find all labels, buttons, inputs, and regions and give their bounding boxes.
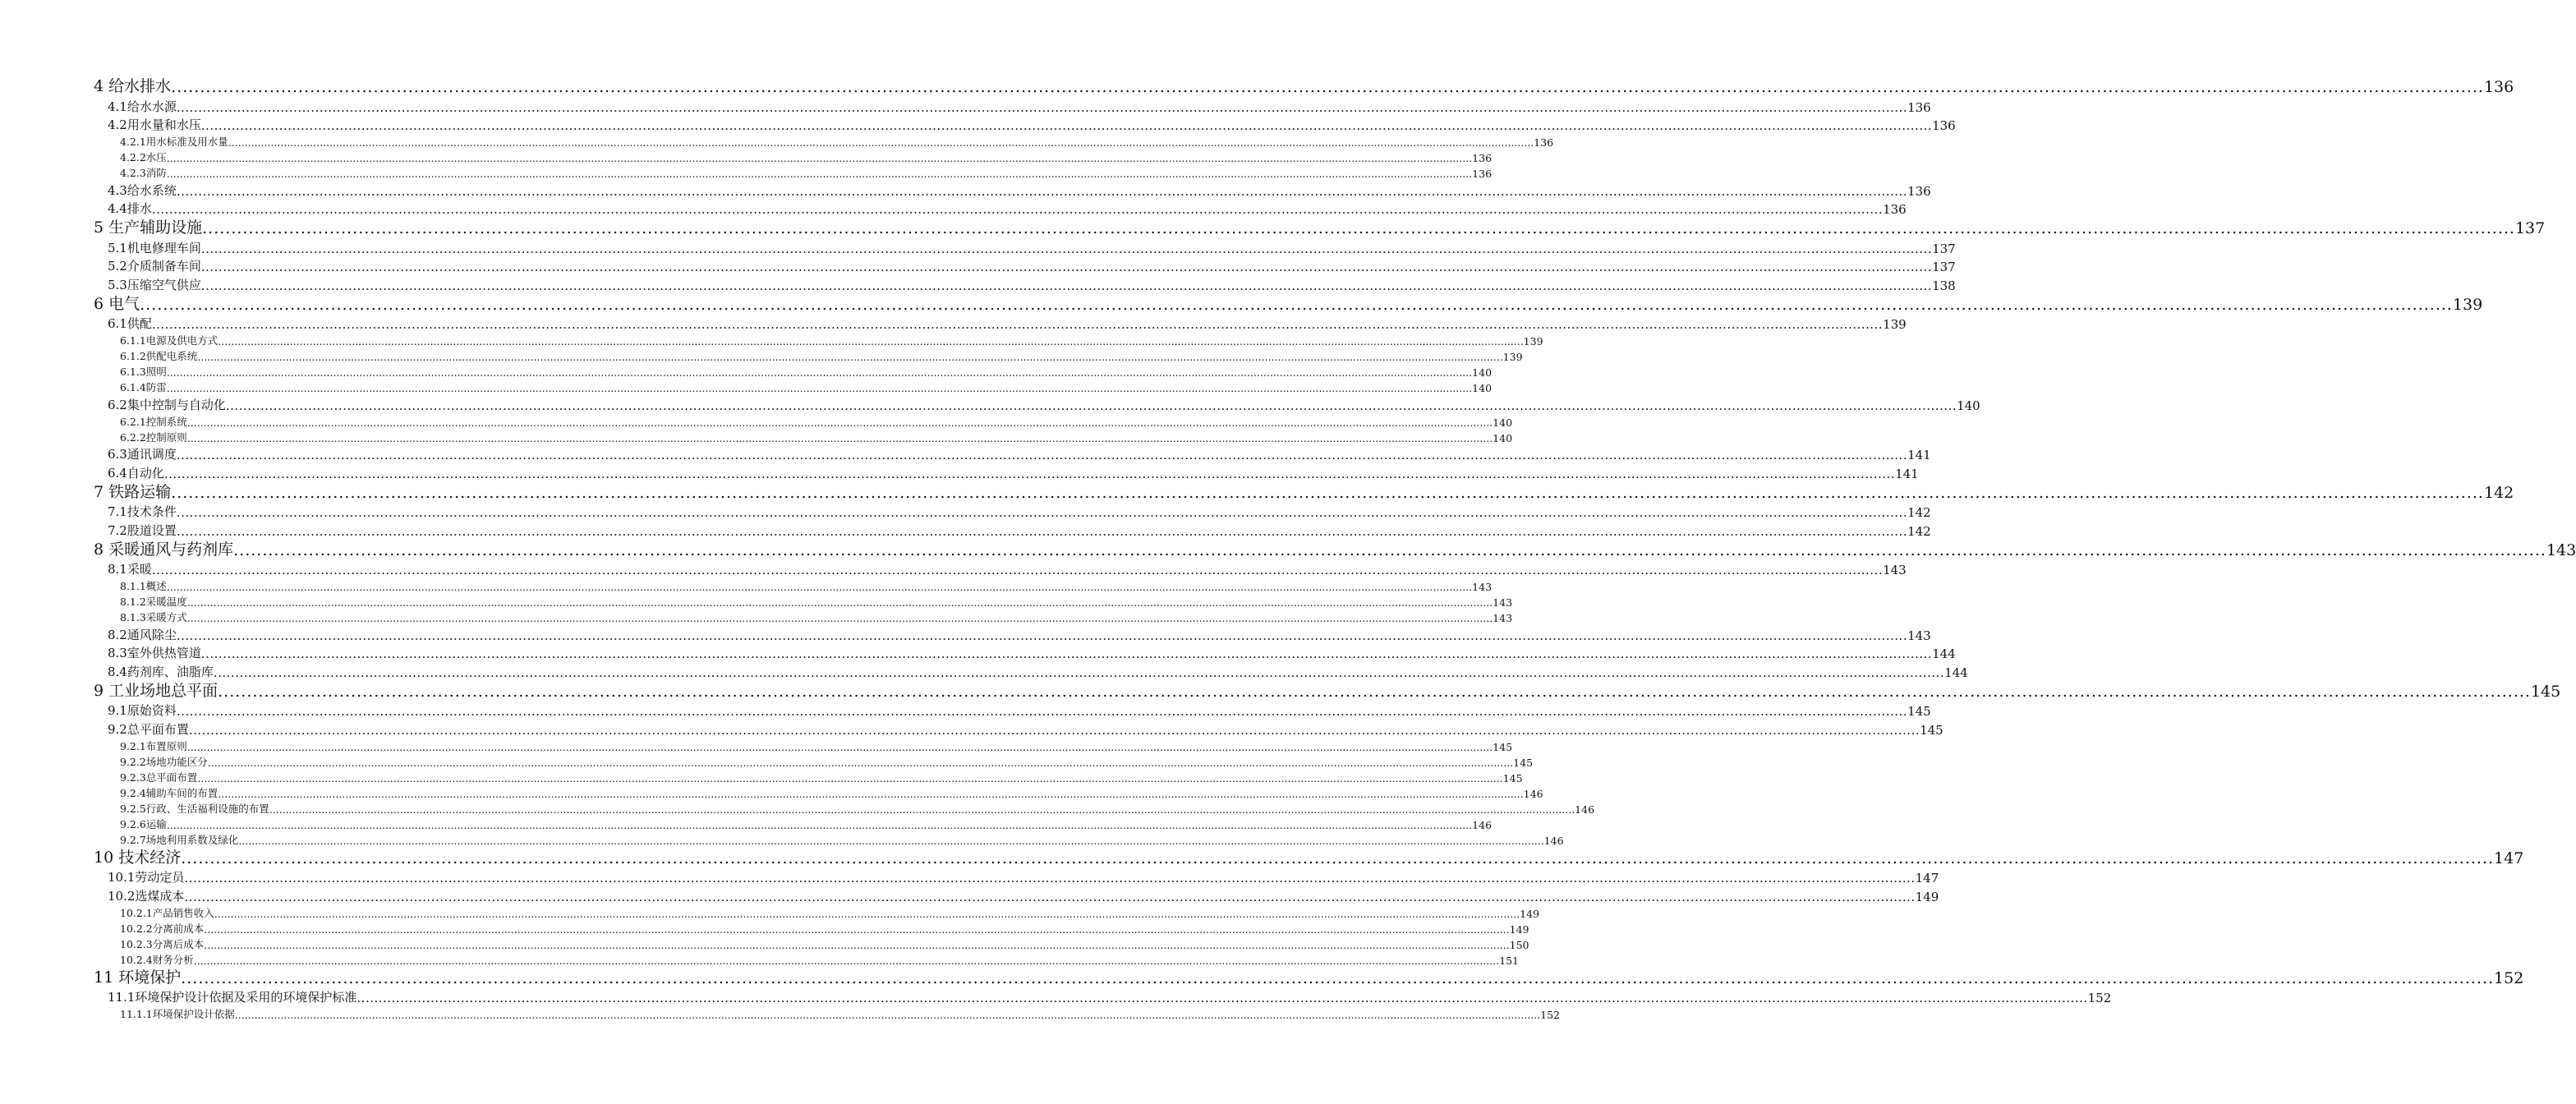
toc-entry-title: 6.1.3照明 [120, 366, 167, 378]
toc-entry-title: 10.2选煤成本 [108, 888, 185, 904]
dot-leader: ................................................................................................................................................................................................................................................................................................................................................................................................................ [200, 646, 1933, 661]
toc-entry-page-number: 146 [1523, 787, 1543, 800]
table-of-contents [0, 76, 2576, 1021]
toc-entry-page-number: 136 [1472, 152, 1493, 164]
toc-entry-title: 6.2集中控制与自动化 [108, 397, 226, 412]
toc-entry-page-number: 146 [1575, 803, 1595, 816]
toc-entry-page-number: 150 [1509, 938, 1530, 951]
toc-entry-title: 10.2.3分离后成本 [120, 937, 205, 950]
toc-entry-page-number: 140 [1957, 398, 1980, 413]
dot-leader: ................................................................................................................................................................................................................................................................................................................................................................................................................ [186, 596, 1493, 609]
toc-entry-level-2[interactable] [0, 643, 1956, 662]
toc-entry-title: 8.1.2采暖温度 [120, 596, 187, 608]
toc-entry-level-2[interactable] [0, 624, 1931, 643]
dot-leader: ................................................................................................................................................................................................................................................................................................................................................................................................................ [184, 889, 1916, 904]
dot-leader: ................................................................................................................................................................................................................................................................................................................................................................................................................ [151, 563, 1884, 577]
toc-entry-page-number: 137 [1932, 260, 1956, 274]
toc-entry-level-1[interactable] [0, 217, 2546, 237]
toc-entry-level-2[interactable] [0, 886, 1939, 904]
dot-leader: ................................................................................................................................................................................................................................................................................................................................................................................................................ [214, 907, 1520, 920]
dot-leader: ................................................................................................................................................................................................................................................................................................................................................................................................................ [200, 278, 1933, 293]
dot-leader: ................................................................................................................................................................................................................................................................................................................................................................................................................ [207, 756, 1514, 769]
toc-entry-title: 8.1采暖 [108, 562, 152, 577]
dot-leader: ................................................................................................................................................................................................................................................................................................................................................................................................................ [197, 771, 1503, 784]
dot-leader: ................................................................................................................................................................................................................................................................................................................................................................................................................ [197, 351, 1503, 363]
toc-entry-level-1[interactable] [0, 76, 2514, 96]
dot-leader: ................................................................................................................................................................................................................................................................................................................................................................................................................ [218, 335, 1524, 347]
toc-entry-page-number: 143 [1472, 581, 1493, 593]
toc-entry-title: 8.3室外供热管道 [108, 646, 201, 660]
toc-entry-title: 6.2.1控制系统 [120, 415, 187, 428]
dot-leader: ................................................................................................................................................................................................................................................................................................................................................................................................................ [186, 431, 1493, 444]
dot-leader: ................................................................................................................................................................................................................................................................................................................................................................................................................ [181, 968, 2495, 987]
toc-entry-page-number: 147 [1915, 871, 1939, 886]
dot-leader: ................................................................................................................................................................................................................................................................................................................................................................................................................ [204, 938, 1510, 951]
toc-entry-level-2[interactable] [0, 462, 1919, 481]
toc-entry-title: 11 环境保护 [94, 968, 182, 987]
toc-entry-page-number: 143 [1493, 596, 1513, 609]
toc-entry-page-number: 142 [2483, 483, 2514, 502]
toc-entry-level-2[interactable] [0, 394, 1980, 413]
toc-entry-page-number: 140 [1472, 366, 1493, 379]
dot-leader: ................................................................................................................................................................................................................................................................................................................................................................................................................ [225, 398, 1957, 413]
dot-leader: ................................................................................................................................................................................................................................................................................................................................................................................................................ [213, 665, 1945, 680]
dot-leader: ................................................................................................................................................................................................................................................................................................................................................................................................................ [218, 682, 2531, 701]
dot-leader: ................................................................................................................................................................................................................................................................................................................................................................................................................ [166, 382, 1473, 394]
toc-entry-title: 6.1.1电源及供电方式 [120, 334, 218, 347]
toc-entry-page-number: 149 [1915, 889, 1939, 904]
toc-entry-title: 8 采暖通风与药剂库 [94, 540, 234, 559]
toc-entry-page-number: 152 [2494, 968, 2524, 987]
toc-entry-title: 5.3压缩空气供应 [108, 277, 201, 292]
toc-entry-level-1[interactable] [0, 293, 2483, 314]
toc-entry-page-number: 136 [2483, 78, 2514, 96]
dot-leader: ................................................................................................................................................................................................................................................................................................................................................................................................................ [176, 628, 1908, 643]
toc-entry-title: 11.1环境保护设计依据及采用的环境保护标准 [108, 990, 357, 1005]
toc-entry-level-1[interactable] [0, 539, 2576, 559]
toc-entry-page-number: 136 [1883, 202, 1907, 217]
dot-leader: ................................................................................................................................................................................................................................................................................................................................................................................................................ [176, 448, 1908, 462]
toc-entry-level-2[interactable] [0, 256, 1956, 275]
toc-entry-title: 9.2.4辅助车间的布置 [120, 786, 218, 799]
toc-entry-page-number: 143 [1883, 563, 1907, 577]
toc-entry-page-number: 136 [1932, 118, 1956, 133]
toc-entry-page-number: 145 [2530, 682, 2561, 701]
dot-leader: ................................................................................................................................................................................................................................................................................................................................................................................................................ [166, 581, 1473, 593]
dot-leader: ................................................................................................................................................................................................................................................................................................................................................................................................................ [200, 241, 1933, 256]
dot-leader: ................................................................................................................................................................................................................................................................................................................................................................................................................ [193, 954, 1500, 967]
toc-entry-title: 5 生产辅助设施 [94, 218, 203, 237]
toc-entry-page-number: 145 [1513, 756, 1534, 769]
toc-entry-page-number: 142 [1907, 523, 1931, 539]
dot-leader: ................................................................................................................................................................................................................................................................................................................................................................................................................ [218, 787, 1524, 800]
toc-entry-page-number: 140 [1493, 416, 1513, 429]
toc-entry-level-3[interactable] [0, 936, 1530, 951]
dot-leader: ................................................................................................................................................................................................................................................................................................................................................................................................................ [186, 740, 1493, 753]
dot-leader: ................................................................................................................................................................................................................................................................................................................................................................................................................ [163, 466, 1896, 481]
toc-entry-level-2[interactable] [0, 199, 1907, 218]
toc-entry-title: 8.4药剂库、油脂库 [108, 664, 214, 679]
toc-entry-level-3[interactable] [0, 1005, 1560, 1021]
toc-entry-title: 8.1.3采暖方式 [120, 611, 187, 623]
dot-leader: ................................................................................................................................................................................................................................................................................................................................................................................................................ [184, 871, 1916, 886]
toc-entry-level-1[interactable] [0, 847, 2524, 867]
toc-entry-page-number: 136 [1472, 168, 1493, 180]
toc-entry-level-3[interactable] [0, 784, 1543, 800]
toc-entry-page-number: 143 [2546, 540, 2576, 559]
toc-entry-title: 4.2.3消防 [120, 167, 167, 179]
toc-entry-level-2[interactable] [0, 314, 1907, 333]
dot-leader: ................................................................................................................................................................................................................................................................................................................................................................................................................ [188, 722, 1920, 738]
toc-entry-title: 8.1.1概述 [120, 580, 167, 592]
dot-leader: ................................................................................................................................................................................................................................................................................................................................................................................................................ [171, 483, 2484, 502]
toc-entry-page-number: 145 [1502, 771, 1523, 784]
dot-leader: ................................................................................................................................................................................................................................................................................................................................................................................................................ [176, 505, 1908, 520]
toc-entry-title: 7.1技术条件 [108, 504, 177, 519]
toc-entry-title: 6 电气 [94, 294, 140, 313]
toc-entry-level-2[interactable] [0, 237, 1956, 256]
dot-leader: ................................................................................................................................................................................................................................................................................................................................................................................................................ [176, 704, 1908, 719]
dot-leader: ................................................................................................................................................................................................................................................................................................................................................................................................................ [238, 834, 1544, 847]
toc-entry-level-3[interactable] [0, 363, 1493, 379]
toc-entry-level-3[interactable] [0, 413, 1513, 429]
toc-entry-title: 4.4排水 [108, 201, 152, 216]
toc-entry-page-number: 140 [1493, 431, 1513, 444]
toc-entry-page-number: 138 [1932, 278, 1956, 293]
toc-entry-title: 6.1供配 [108, 316, 152, 331]
toc-entry-page-number: 152 [2087, 991, 2112, 1005]
dot-leader: ................................................................................................................................................................................................................................................................................................................................................................................................................ [233, 540, 2546, 559]
dot-leader: ................................................................................................................................................................................................................................................................................................................................................................................................................ [166, 818, 1473, 831]
toc-entry-page-number: 145 [1907, 704, 1931, 719]
toc-entry-level-2[interactable] [0, 719, 1944, 738]
dot-leader: ................................................................................................................................................................................................................................................................................................................................................................................................................ [151, 202, 1884, 217]
toc-entry-title: 9.2.3总平面布置 [120, 770, 198, 784]
toc-entry-page-number: 137 [1932, 241, 1956, 256]
toc-entry-level-3[interactable] [0, 429, 1513, 444]
dot-leader: ................................................................................................................................................................................................................................................................................................................................................................................................................ [140, 295, 2453, 314]
toc-entry-title: 4.2.1用水标准及用水量 [120, 136, 228, 148]
toc-entry-level-3[interactable] [0, 347, 1523, 363]
toc-entry-title: 10.1劳动定员 [108, 870, 185, 885]
toc-entry-page-number: 140 [1472, 382, 1493, 394]
toc-entry-title: 9.2.6运输 [120, 817, 167, 830]
toc-entry-title: 5.1机电修理车间 [108, 240, 201, 255]
toc-entry-title: 10.2.1产品销售收入 [120, 906, 214, 919]
toc-entry-title: 10.2.2分离前成本 [120, 922, 205, 935]
toc-entry-title: 9.2.5行政、生活福利设施的布置 [120, 802, 269, 815]
toc-entry-page-number: 149 [1520, 907, 1539, 920]
toc-entry-level-1[interactable] [0, 680, 2561, 701]
toc-entry-page-number: 146 [1472, 818, 1493, 831]
toc-entry-page-number: 136 [1907, 99, 1931, 115]
toc-entry-level-1[interactable] [0, 967, 2524, 987]
toc-entry-level-3[interactable] [0, 609, 1513, 624]
toc-entry-page-number: 139 [2452, 295, 2483, 314]
dot-leader: ................................................................................................................................................................................................................................................................................................................................................................................................................ [176, 183, 1908, 199]
toc-entry-page-number: 151 [1499, 954, 1519, 967]
toc-entry-page-number: 137 [2514, 219, 2546, 237]
toc-entry-title: 9 工业场地总平面 [94, 681, 218, 700]
dot-leader: ................................................................................................................................................................................................................................................................................................................................................................................................................ [186, 416, 1493, 429]
toc-entry-title: 4.2.2水压 [120, 151, 167, 163]
toc-entry-level-3[interactable] [0, 593, 1513, 609]
toc-entry-level-2[interactable] [0, 502, 1931, 521]
toc-entry-title: 5.2介质制备车间 [108, 259, 201, 274]
toc-entry-page-number: 141 [1895, 466, 1919, 481]
dot-leader: ................................................................................................................................................................................................................................................................................................................................................................................................................ [151, 317, 1884, 332]
toc-entry-page-number: 143 [1907, 628, 1931, 643]
toc-entry-page-number: 147 [2494, 849, 2524, 867]
dot-leader: ................................................................................................................................................................................................................................................................................................................................................................................................................ [176, 99, 1908, 115]
toc-entry-title: 11.1.1环境保护设计依据 [120, 1008, 235, 1020]
toc-entry-title: 7 铁路运输 [94, 482, 172, 501]
toc-entry-title: 9.2.1布置原则 [120, 739, 187, 752]
dot-leader: ................................................................................................................................................................................................................................................................................................................................................................................................................ [356, 991, 2088, 1005]
toc-entry-title: 4.3给水系统 [108, 182, 177, 198]
toc-entry-title: 9.2总平面布置 [108, 721, 189, 737]
toc-entry-page-number: 142 [1907, 505, 1931, 520]
toc-entry-page-number: 145 [1920, 722, 1944, 738]
toc-entry-title: 4.1给水水源 [108, 99, 177, 114]
dot-leader: ................................................................................................................................................................................................................................................................................................................................................................................................................ [176, 523, 1908, 539]
dot-leader: ................................................................................................................................................................................................................................................................................................................................................................................................................ [234, 1009, 1541, 1021]
dot-leader: ................................................................................................................................................................................................................................................................................................................................................................................................................ [166, 152, 1473, 164]
toc-entry-title: 9.2.7场地利用系数及绿化 [120, 833, 239, 846]
dot-leader: ................................................................................................................................................................................................................................................................................................................................................................................................................ [181, 849, 2495, 867]
toc-entry-level-2[interactable] [0, 96, 1931, 115]
toc-entry-level-2[interactable] [0, 444, 1931, 463]
toc-entry-page-number: 149 [1509, 922, 1530, 936]
toc-entry-level-1[interactable] [0, 481, 2514, 502]
toc-entry-title: 10.2.4财务分析 [120, 953, 194, 966]
toc-entry-title: 9.1原始资料 [108, 703, 177, 718]
toc-entry-title: 9.2.2场地功能区分 [120, 755, 208, 768]
toc-entry-page-number: 146 [1543, 834, 1564, 847]
toc-entry-title: 6.3通讯调度 [108, 447, 177, 462]
toc-entry-title: 6.1.2供配电系统 [120, 350, 198, 362]
toc-entry-page-number: 136 [1907, 183, 1931, 199]
toc-entry-level-3[interactable] [0, 769, 1523, 784]
toc-entry-level-2[interactable] [0, 180, 1931, 199]
toc-entry-page-number: 152 [1540, 1009, 1560, 1021]
dot-leader: ................................................................................................................................................................................................................................................................................................................................................................................................................ [202, 219, 2515, 237]
toc-entry-title: 4 给水排水 [94, 77, 172, 95]
toc-entry-page-number: 141 [1907, 448, 1931, 462]
toc-entry-level-3[interactable] [0, 164, 1493, 180]
dot-leader: ................................................................................................................................................................................................................................................................................................................................................................................................................ [166, 366, 1473, 379]
toc-entry-page-number: 139 [1883, 317, 1907, 332]
toc-entry-level-3[interactable] [0, 738, 1513, 753]
toc-entry-page-number: 143 [1493, 612, 1513, 624]
toc-entry-level-2[interactable] [0, 520, 1931, 539]
toc-entry-level-2[interactable] [0, 559, 1907, 578]
toc-entry-level-3[interactable] [0, 379, 1493, 394]
toc-entry-title: 6.1.4防雷 [120, 381, 167, 393]
toc-entry-title: 6.4自动化 [108, 465, 164, 481]
toc-entry-level-2[interactable] [0, 661, 1968, 680]
dot-leader: ................................................................................................................................................................................................................................................................................................................................................................................................................ [200, 118, 1933, 133]
toc-entry-level-3[interactable] [0, 577, 1493, 593]
toc-entry-level-3[interactable] [0, 133, 1554, 149]
toc-entry-page-number: 139 [1502, 351, 1523, 363]
toc-entry-level-3[interactable] [0, 920, 1530, 936]
toc-entry-level-3[interactable] [0, 816, 1493, 831]
toc-entry-level-2[interactable] [0, 987, 2112, 1006]
toc-entry-level-3[interactable] [0, 149, 1493, 164]
toc-entry-level-3[interactable] [0, 904, 1539, 920]
toc-entry-page-number: 144 [1944, 665, 1968, 680]
dot-leader: ................................................................................................................................................................................................................................................................................................................................................................................................................ [204, 922, 1510, 936]
toc-entry-level-3[interactable] [0, 800, 1595, 816]
toc-entry-level-2[interactable] [0, 274, 1956, 293]
toc-entry-page-number: 139 [1523, 335, 1543, 347]
toc-entry-page-number: 136 [1534, 136, 1554, 149]
toc-entry-level-2[interactable] [0, 701, 1931, 720]
toc-entry-page-number: 144 [1932, 646, 1956, 661]
dot-leader: ................................................................................................................................................................................................................................................................................................................................................................................................................ [200, 260, 1933, 274]
dot-leader: ................................................................................................................................................................................................................................................................................................................................................................................................................ [166, 168, 1473, 180]
toc-entry-level-3[interactable] [0, 753, 1534, 769]
toc-entry-title: 10 技术经济 [94, 848, 182, 867]
toc-entry-title: 4.2用水量和水压 [108, 117, 201, 132]
toc-entry-title: 6.2.2控制原则 [120, 430, 187, 444]
dot-leader: ................................................................................................................................................................................................................................................................................................................................................................................................................ [269, 803, 1576, 816]
toc-entry-level-3[interactable] [0, 332, 1543, 347]
toc-entry-title: 8.2通风除尘 [108, 627, 177, 642]
toc-entry-page-number: 145 [1493, 740, 1513, 753]
toc-entry-level-2[interactable] [0, 115, 1956, 134]
toc-entry-level-2[interactable] [0, 867, 1939, 886]
dot-leader: ................................................................................................................................................................................................................................................................................................................................................................................................................ [171, 78, 2484, 96]
dot-leader: ................................................................................................................................................................................................................................................................................................................................................................................................................ [186, 612, 1493, 624]
toc-entry-title: 7.2股道设置 [108, 522, 177, 538]
dot-leader: ................................................................................................................................................................................................................................................................................................................................................................................................................ [228, 136, 1534, 149]
